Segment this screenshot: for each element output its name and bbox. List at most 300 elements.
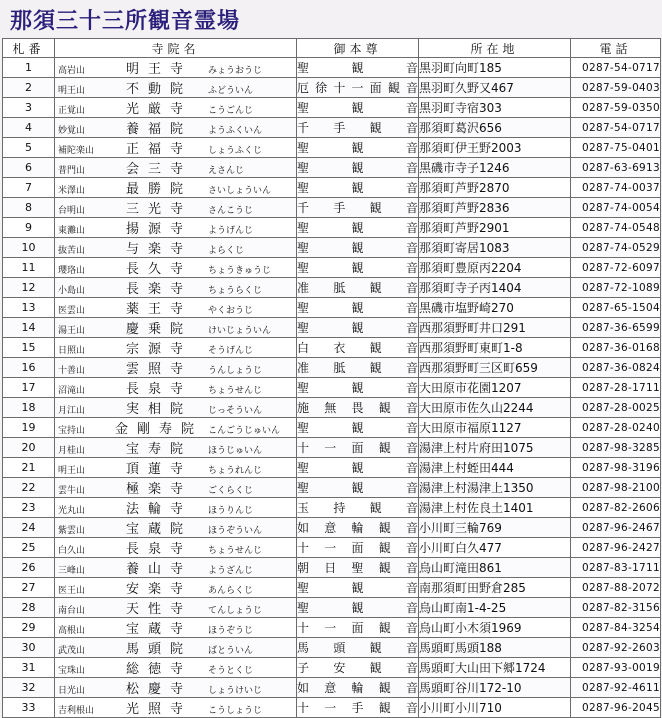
- temple-sango: 武茂山: [58, 646, 86, 656]
- phone-cell: 0287-36-6599: [571, 318, 661, 338]
- address-cell: 湯津上村湯津上1350: [419, 478, 571, 498]
- honzon-cell: 施無畏観音: [297, 398, 419, 418]
- phone-cell: 0287-54-0717: [571, 118, 661, 138]
- honzon-cell: 十一面観音: [297, 438, 419, 458]
- phone-cell: 0287-96-2045: [571, 698, 661, 718]
- table-row: [3, 238, 661, 258]
- table-row: [3, 358, 661, 378]
- table-row: [3, 158, 661, 178]
- temple-cell: [55, 198, 297, 218]
- temple-name: 馬頭院: [125, 642, 192, 657]
- row-number: 23: [3, 498, 55, 518]
- temple-reading: ようふくいん: [208, 126, 263, 136]
- table-row: [3, 638, 661, 658]
- temple-reading: えさんじ: [208, 166, 245, 176]
- row-number: 5: [3, 138, 55, 158]
- temple-sango: 高岩山: [58, 66, 86, 76]
- address-cell: 黒羽町向町185: [419, 58, 571, 78]
- row-number: 12: [3, 278, 55, 298]
- table-row: [3, 598, 661, 618]
- address-cell: 烏山町小木須1969: [419, 618, 571, 638]
- temple-name: 揚源寺: [125, 222, 192, 237]
- temple-name: 三光寺: [125, 202, 192, 217]
- temple-cell: [55, 478, 297, 498]
- honzon-cell: 聖観音: [297, 218, 419, 238]
- temple-cell: [55, 278, 297, 298]
- table-row: [3, 278, 661, 298]
- table-row: [3, 438, 661, 458]
- honzon-cell: 聖観音: [297, 298, 419, 318]
- temple-reading: さんこうじ: [208, 206, 254, 216]
- temple-name: 雲照寺: [125, 362, 192, 377]
- row-number: 15: [3, 338, 55, 358]
- temple-sango: 東灘山: [58, 226, 86, 236]
- phone-cell: 0287-72-6097: [571, 258, 661, 278]
- phone-cell: 0287-96-2427: [571, 538, 661, 558]
- row-number: 10: [3, 238, 55, 258]
- honzon-cell: 馬頭観音: [297, 638, 419, 658]
- address-cell: 大田原市佐久山2244: [419, 398, 571, 418]
- phone-cell: 0287-98-3285: [571, 438, 661, 458]
- table-row: [3, 378, 661, 398]
- temple-reading: じっそういん: [208, 406, 263, 416]
- temple-sango: 正覚山: [58, 106, 86, 116]
- temple-name: 頂蓮寺: [125, 462, 192, 477]
- honzon-cell: 十一手観音: [297, 698, 419, 718]
- temple-cell: [55, 658, 297, 678]
- address-cell: 那須町芦野2901: [419, 218, 571, 238]
- address-cell: 烏山町滝田861: [419, 558, 571, 578]
- address-cell: 湯津上村佐良土1401: [419, 498, 571, 518]
- row-number: 26: [3, 558, 55, 578]
- temple-name: 正福寺: [125, 142, 192, 157]
- honzon-cell: 聖観音: [297, 418, 419, 438]
- honzon-cell: 聖観音: [297, 238, 419, 258]
- temple-reading: しょうふくじ: [208, 146, 263, 156]
- temple-sango: 宝持山: [58, 426, 86, 436]
- honzon-cell: 聖観音: [297, 378, 419, 398]
- temple-name: 安楽寺: [125, 582, 192, 597]
- honzon-cell: 聖観音: [297, 178, 419, 198]
- temple-name: 実相院: [125, 402, 192, 417]
- temple-sango: 妙覚山: [58, 126, 86, 136]
- temple-sango: 湯王山: [58, 326, 86, 336]
- address-cell: 湯津上村蛭田444: [419, 458, 571, 478]
- row-number: 31: [3, 658, 55, 678]
- table-row: [3, 418, 661, 438]
- address-cell: 那須町芦野2870: [419, 178, 571, 198]
- phone-cell: 0287-74-0529: [571, 238, 661, 258]
- temple-reading: よらくじ: [208, 246, 245, 256]
- address-cell: 小川町白久477: [419, 538, 571, 558]
- phone-cell: 0287-74-0054: [571, 198, 661, 218]
- temple-cell: [55, 638, 297, 658]
- honzon-cell: 子安観音: [297, 658, 419, 678]
- row-number: 33: [3, 698, 55, 718]
- phone-cell: 0287-88-2072: [571, 578, 661, 598]
- address-cell: 西那須野町三区町659: [419, 358, 571, 378]
- table-row: [3, 478, 661, 498]
- table-row: [3, 338, 661, 358]
- address-cell: 大田原市花園1207: [419, 378, 571, 398]
- address-cell: 馬頭町馬頭188: [419, 638, 571, 658]
- phone-cell: 0287-63-6913: [571, 158, 661, 178]
- honzon-cell: 聖観音: [297, 458, 419, 478]
- temple-cell: [55, 298, 297, 318]
- temple-name: 宝蔵院: [125, 522, 192, 537]
- phone-cell: 0287-36-0168: [571, 338, 661, 358]
- temple-name: 宝蔵寺: [125, 622, 192, 637]
- row-number: 13: [3, 298, 55, 318]
- honzon-cell: 如意輪観音: [297, 678, 419, 698]
- temple-reading: ごくらくじ: [208, 486, 254, 496]
- phone-cell: 0287-82-2606: [571, 498, 661, 518]
- temple-name: 長泉寺: [125, 382, 192, 397]
- honzon-cell: 如意輪観音: [297, 518, 419, 538]
- honzon-cell: 聖観音: [297, 478, 419, 498]
- temple-sango: 医雲山: [58, 306, 86, 316]
- temple-name: 総徳寺: [125, 662, 192, 677]
- row-number: 29: [3, 618, 55, 638]
- temple-name: 与楽寺: [125, 242, 192, 257]
- table-row: [3, 138, 661, 158]
- table-row: [3, 298, 661, 318]
- address-cell: 黒磯市塩野崎270: [419, 298, 571, 318]
- row-number: 24: [3, 518, 55, 538]
- table-row: [3, 118, 661, 138]
- temple-reading: そうげんじ: [208, 346, 254, 356]
- pilgrimage-table: [2, 38, 661, 718]
- temple-sango: 雲牛山: [58, 486, 86, 496]
- honzon-cell: 聖観音: [297, 598, 419, 618]
- header-phone: 電話: [571, 39, 661, 58]
- table-row: [3, 258, 661, 278]
- temple-name: 養山寺: [125, 562, 192, 577]
- temple-cell: [55, 178, 297, 198]
- temple-name: 養福院: [125, 122, 192, 137]
- header-honzon: 御本尊: [297, 39, 419, 58]
- address-cell: 那須町寺子丙1404: [419, 278, 571, 298]
- phone-cell: 0287-75-0401: [571, 138, 661, 158]
- honzon-cell: 十一面観音: [297, 538, 419, 558]
- temple-cell: [55, 498, 297, 518]
- honzon-cell: 千手観音: [297, 118, 419, 138]
- temple-reading: あんらくじ: [208, 586, 254, 596]
- row-number: 16: [3, 358, 55, 378]
- table-row: [3, 58, 661, 78]
- temple-reading: ちょうせんじ: [208, 386, 263, 396]
- honzon-cell: 白衣観音: [297, 338, 419, 358]
- honzon-cell: 聖観音: [297, 258, 419, 278]
- table-row: [3, 218, 661, 238]
- temple-cell: [55, 698, 297, 718]
- temple-reading: さいしょういん: [208, 186, 272, 196]
- row-number: 9: [3, 218, 55, 238]
- phone-cell: 0287-98-3196: [571, 458, 661, 478]
- address-cell: 馬頭町谷川172-10: [419, 678, 571, 698]
- honzon-cell: 准胝観音: [297, 358, 419, 378]
- temple-cell: [55, 338, 297, 358]
- header-temple: 寺院名: [55, 39, 297, 58]
- temple-cell: [55, 218, 297, 238]
- temple-cell: [55, 98, 297, 118]
- phone-cell: 0287-96-2467: [571, 518, 661, 538]
- temple-cell: [55, 398, 297, 418]
- temple-cell: [55, 158, 297, 178]
- address-cell: 那須町葛沢656: [419, 118, 571, 138]
- temple-sango: 瓔珞山: [58, 266, 86, 276]
- temple-reading: ふどういん: [208, 86, 254, 96]
- phone-cell: 0287-28-0240: [571, 418, 661, 438]
- table-row: [3, 318, 661, 338]
- honzon-cell: 十一面観音: [297, 618, 419, 638]
- row-number: 25: [3, 538, 55, 558]
- temple-reading: けいじょういん: [208, 326, 272, 336]
- address-cell: 那須町芦野2836: [419, 198, 571, 218]
- phone-cell: 0287-92-4611: [571, 678, 661, 698]
- temple-name: 不動院: [125, 82, 192, 97]
- temple-cell: [55, 578, 297, 598]
- address-cell: 小川町三輪769: [419, 518, 571, 538]
- row-number: 27: [3, 578, 55, 598]
- row-number: 21: [3, 458, 55, 478]
- phone-cell: 0287-72-1089: [571, 278, 661, 298]
- temple-reading: ちょうらくじ: [208, 286, 263, 296]
- temple-sango: 十善山: [58, 366, 86, 376]
- temple-cell: [55, 358, 297, 378]
- temple-cell: [55, 258, 297, 278]
- temple-cell: [55, 378, 297, 398]
- temple-name: 最勝院: [125, 182, 192, 197]
- temple-sango: 医王山: [58, 586, 86, 596]
- temple-reading: ほうぞうじ: [208, 626, 254, 636]
- temple-sango: 小島山: [58, 286, 86, 296]
- row-number: 18: [3, 398, 55, 418]
- address-cell: 那須町寄居1083: [419, 238, 571, 258]
- temple-reading: そうとくじ: [208, 666, 254, 676]
- temple-reading: ばとういん: [208, 646, 254, 656]
- temple-sango: 明王山: [58, 86, 86, 96]
- honzon-cell: 厄徐十一面観音: [297, 78, 419, 98]
- temple-reading: うんしょうじ: [208, 366, 263, 376]
- temple-cell: [55, 78, 297, 98]
- temple-reading: ようげんじ: [208, 226, 254, 236]
- header-number: 札番: [3, 39, 55, 58]
- temple-sango: 台明山: [58, 206, 86, 216]
- temple-name: 会三寺: [125, 162, 192, 177]
- address-cell: 小川町小川710: [419, 698, 571, 718]
- address-cell: 西那須野町東町1-8: [419, 338, 571, 358]
- phone-cell: 0287-28-0025: [571, 398, 661, 418]
- temple-sango: 高根山: [58, 626, 86, 636]
- temple-name: 慶乗院: [125, 322, 192, 337]
- temple-name: 極楽寺: [125, 482, 192, 497]
- row-number: 19: [3, 418, 55, 438]
- temple-sango: 月桂山: [58, 446, 86, 456]
- temple-reading: ほうりんじ: [208, 506, 254, 516]
- temple-reading: ちょうせんじ: [208, 546, 263, 556]
- table-row: [3, 398, 661, 418]
- table-row: [3, 678, 661, 698]
- temple-name: 宗源寺: [125, 342, 192, 357]
- honzon-cell: 聖観音: [297, 58, 419, 78]
- temple-cell: [55, 58, 297, 78]
- temple-cell: [55, 238, 297, 258]
- temple-sango: 宝珠山: [58, 666, 86, 676]
- honzon-cell: 朝日聖観音: [297, 558, 419, 578]
- temple-reading: こうしょうじ: [208, 706, 263, 716]
- table-row: [3, 618, 661, 638]
- page-title: 那須三十三所観音霊場: [10, 9, 241, 34]
- table-row: [3, 498, 661, 518]
- temple-reading: やくおうじ: [208, 306, 254, 316]
- address-cell: 湯津上村片府田1075: [419, 438, 571, 458]
- table-row: [3, 538, 661, 558]
- temple-name: 天性寺: [125, 602, 192, 617]
- temple-reading: てんしょうじ: [208, 606, 263, 616]
- temple-cell: [55, 598, 297, 618]
- temple-sango: 白久山: [58, 546, 86, 556]
- temple-cell: [55, 618, 297, 638]
- temple-name: 法輪寺: [125, 502, 192, 517]
- address-cell: 黒羽町久野又467: [419, 78, 571, 98]
- row-number: 28: [3, 598, 55, 618]
- phone-cell: 0287-93-0019: [571, 658, 661, 678]
- phone-cell: 0287-98-2100: [571, 478, 661, 498]
- temple-sango: 三峰山: [58, 566, 86, 576]
- phone-cell: 0287-59-0350: [571, 98, 661, 118]
- table-row: [3, 558, 661, 578]
- temple-reading: ほうじゅいん: [208, 446, 263, 456]
- temple-sango: 光丸山: [58, 506, 86, 516]
- row-number: 4: [3, 118, 55, 138]
- table-row: [3, 518, 661, 538]
- address-cell: 南那須町田野倉285: [419, 578, 571, 598]
- temple-cell: [55, 558, 297, 578]
- row-number: 14: [3, 318, 55, 338]
- row-number: 1: [3, 58, 55, 78]
- temple-name: 薬王寺: [125, 302, 192, 317]
- phone-cell: 0287-59-0403: [571, 78, 661, 98]
- table-row: [3, 178, 661, 198]
- address-cell: 大田原市福原1127: [419, 418, 571, 438]
- temple-cell: [55, 418, 297, 438]
- address-cell: 馬頭町大山田下郷1724: [419, 658, 571, 678]
- temple-reading: しょうけいじ: [208, 686, 263, 696]
- honzon-cell: 玉持観音: [297, 498, 419, 518]
- phone-cell: 0287-84-3254: [571, 618, 661, 638]
- header-address: 所在地: [419, 39, 571, 58]
- table-row: [3, 698, 661, 718]
- row-number: 6: [3, 158, 55, 178]
- table-row: [3, 578, 661, 598]
- temple-sango: 普門山: [58, 166, 86, 176]
- row-number: 3: [3, 98, 55, 118]
- temple-name: 長久寺: [125, 262, 192, 277]
- honzon-cell: 千手観音: [297, 198, 419, 218]
- row-number: 22: [3, 478, 55, 498]
- temple-name: 松慶寺: [125, 682, 192, 697]
- phone-cell: 0287-54-0717: [571, 58, 661, 78]
- address-cell: 烏山町南1-4-25: [419, 598, 571, 618]
- temple-sango: 紫雲山: [58, 526, 86, 536]
- phone-cell: 0287-65-1504: [571, 298, 661, 318]
- temple-cell: [55, 138, 297, 158]
- temple-sango: 抜苦山: [58, 246, 86, 256]
- row-number: 20: [3, 438, 55, 458]
- phone-cell: 0287-36-0824: [571, 358, 661, 378]
- temple-sango: 日光山: [58, 686, 86, 696]
- temple-sango: 日照山: [58, 346, 86, 356]
- temple-reading: ようざんじ: [208, 566, 254, 576]
- row-number: 7: [3, 178, 55, 198]
- temple-name: 光厳寺: [125, 102, 192, 117]
- honzon-cell: 聖観音: [297, 98, 419, 118]
- honzon-cell: 准胝観音: [297, 278, 419, 298]
- temple-reading: こんごうじゅいん: [208, 426, 281, 436]
- address-cell: 黒磯市寺子1246: [419, 158, 571, 178]
- temple-sango: 明王山: [58, 466, 86, 476]
- address-cell: 黒羽町寺宿303: [419, 98, 571, 118]
- temple-cell: [55, 518, 297, 538]
- honzon-cell: 聖観音: [297, 158, 419, 178]
- row-number: 2: [3, 78, 55, 98]
- temple-reading: こうごんじ: [208, 106, 254, 116]
- temple-sango: 沼滝山: [58, 386, 86, 396]
- phone-cell: 0287-92-2603: [571, 638, 661, 658]
- temple-sango: 米澤山: [58, 186, 86, 196]
- row-number: 30: [3, 638, 55, 658]
- temple-cell: [55, 458, 297, 478]
- temple-cell: [55, 318, 297, 338]
- temple-sango: 月江山: [58, 406, 86, 416]
- honzon-cell: 聖観音: [297, 138, 419, 158]
- table-row: [3, 78, 661, 98]
- temple-cell: [55, 538, 297, 558]
- row-number: 11: [3, 258, 55, 278]
- temple-reading: ちょうきゅうじ: [208, 266, 272, 276]
- temple-cell: [55, 118, 297, 138]
- table-header-row: [3, 39, 661, 58]
- phone-cell: 0287-74-0037: [571, 178, 661, 198]
- temple-reading: ちょうれんじ: [208, 466, 263, 476]
- row-number: 32: [3, 678, 55, 698]
- temple-name: 明王寺: [125, 62, 192, 77]
- temple-sango: 吉利根山: [58, 706, 95, 716]
- temple-reading: みょうおうじ: [208, 66, 263, 76]
- temple-sango: 補陀楽山: [58, 146, 95, 156]
- temple-name: 長楽寺: [125, 282, 192, 297]
- temple-name: 宝寿院: [125, 442, 192, 457]
- address-cell: 那須町伊王野2003: [419, 138, 571, 158]
- honzon-cell: 聖観音: [297, 318, 419, 338]
- temple-cell: [55, 438, 297, 458]
- row-number: 8: [3, 198, 55, 218]
- table-row: [3, 658, 661, 678]
- phone-cell: 0287-74-0548: [571, 218, 661, 238]
- temple-reading: ほうぞういん: [208, 526, 263, 536]
- temple-name: 金剛寿院: [114, 422, 203, 437]
- phone-cell: 0287-82-3156: [571, 598, 661, 618]
- temple-name: 光照寺: [125, 702, 192, 717]
- temple-cell: [55, 678, 297, 698]
- table-row: [3, 198, 661, 218]
- phone-cell: 0287-28-1711: [571, 378, 661, 398]
- honzon-cell: 聖観音: [297, 578, 419, 598]
- temple-sango: 南台山: [58, 606, 86, 616]
- table-row: [3, 98, 661, 118]
- address-cell: 那須町豊原丙2204: [419, 258, 571, 278]
